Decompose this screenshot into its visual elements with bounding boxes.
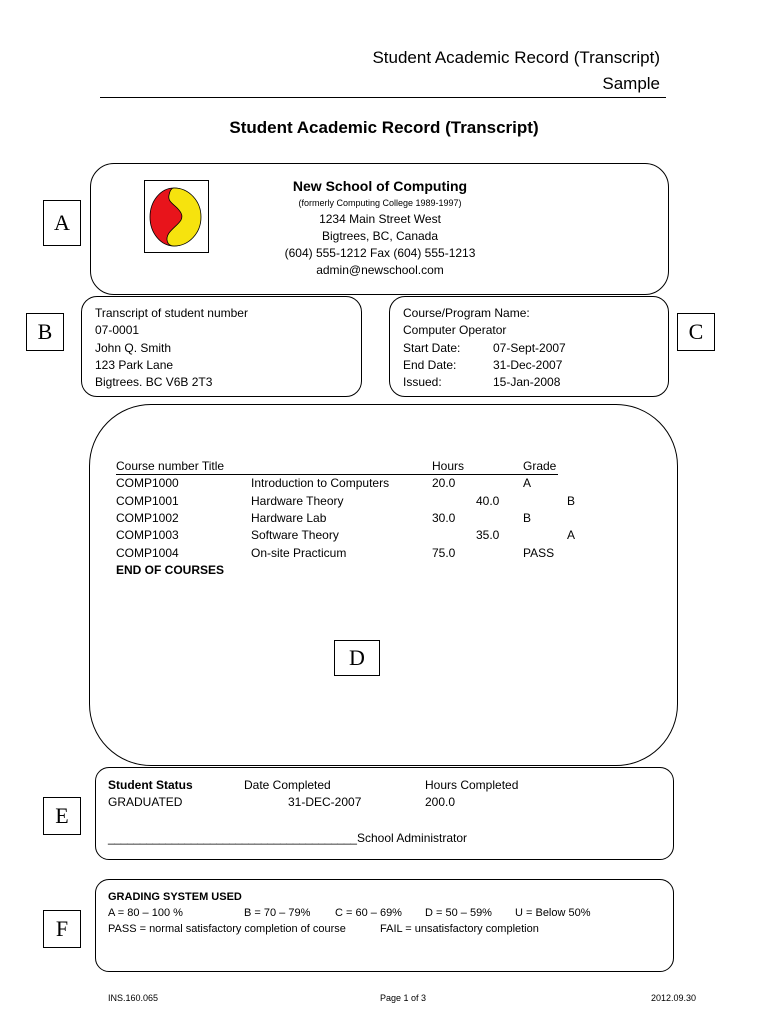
grade-c-range: C = 60 – 69%: [335, 907, 402, 919]
hours-completed: 200.0: [425, 795, 456, 809]
signature-label: School Administrator: [357, 831, 468, 845]
course-title: Introduction to Computers: [251, 476, 390, 491]
course-row: [116, 510, 586, 527]
section-label-d: D: [334, 640, 380, 676]
footer-page-number: Page 1 of 3: [379, 993, 427, 1003]
end-date: 31-Dec-2007: [493, 357, 563, 372]
student-number: 07-0001: [95, 323, 140, 338]
course-title: On-site Practicum: [251, 545, 347, 560]
course-row: [116, 493, 586, 510]
footer-document-code: INS.160.065: [108, 993, 159, 1003]
grade-u-range: U = Below 50%: [515, 907, 591, 919]
school-city: Bigtrees, BC, Canada: [321, 229, 439, 243]
section-label-e: E: [43, 797, 81, 835]
grading-title: GRADING SYSTEM USED: [108, 891, 242, 903]
course-hours: 30.0: [432, 510, 456, 525]
date-completed-header: Date Completed: [244, 778, 331, 792]
student-name: John Q. Smith: [95, 340, 172, 355]
school-phone: (604) 555-1212 Fax (604) 555-1213: [284, 246, 476, 260]
school-logo: [144, 180, 209, 253]
grade-d-range: D = 50 – 59%: [425, 907, 492, 919]
program-name: Computer Operator: [403, 323, 507, 338]
course-title: Software Theory: [251, 528, 339, 543]
grade-fail-definition: FAIL = unsatisfactory completion: [380, 923, 539, 935]
course-title: Hardware Theory: [251, 493, 344, 508]
issued-date-label: Issued:: [403, 375, 442, 390]
course-row: [116, 545, 586, 562]
course-grade: B: [567, 493, 576, 508]
issued-date: 15-Jan-2008: [493, 375, 561, 390]
program-label: Course/Program Name:: [403, 306, 530, 320]
school-logo-emblem: [145, 181, 208, 252]
course-table: [116, 458, 586, 598]
start-date: 07-Sept-2007: [493, 340, 566, 355]
student-status-header: Student Status: [108, 778, 193, 792]
course-number-title-header: Course number Title: [116, 459, 225, 473]
school-email: admin@newschool.com: [316, 263, 444, 277]
section-label-c: C: [677, 313, 715, 351]
student-info: [95, 305, 248, 391]
student-number-label: Transcript of student number: [95, 306, 248, 320]
student-street: 123 Park Lane: [95, 357, 174, 372]
date-completed: 31-DEC-2007: [288, 795, 362, 809]
course-grade: PASS: [523, 545, 555, 560]
student-city: Bigtrees. BC V6B 2T3: [95, 375, 213, 390]
header-rule: [100, 97, 666, 98]
student-status: GRADUATED: [108, 795, 183, 809]
course-title: Hardware Lab: [251, 510, 327, 525]
course-number: COMP1001: [116, 493, 179, 508]
course-number: COMP1000: [116, 476, 179, 491]
grading-info: [108, 889, 608, 939]
course-number: COMP1004: [116, 545, 179, 560]
course-grade: A: [567, 528, 576, 543]
course-row: [116, 475, 586, 492]
status-info: [108, 777, 568, 852]
grade-header: Grade: [523, 459, 557, 473]
document-title: Student Academic Record (Transcript): [229, 118, 539, 137]
end-date-label: End Date:: [403, 357, 457, 372]
course-hours: 35.0: [476, 528, 500, 543]
course-hours: 75.0: [432, 545, 456, 560]
hours-completed-header: Hours Completed: [425, 778, 519, 792]
school-former-name: (formerly Computing College 1989-1997): [298, 198, 462, 208]
start-date-label: Start Date:: [403, 340, 461, 355]
header-subtitle: Sample: [602, 74, 660, 93]
course-number: COMP1003: [116, 528, 179, 543]
course-grade: A: [523, 476, 532, 491]
school-name: New School of Computing: [292, 178, 468, 194]
section-label-f: F: [43, 910, 81, 948]
course-table-header: [116, 458, 558, 475]
course-hours: 40.0: [476, 493, 500, 508]
program-info: [403, 305, 663, 395]
grade-pass-definition: PASS = normal satisfactory completion of course: [108, 923, 346, 935]
course-hours: 20.0: [432, 476, 456, 491]
signature-line: _______________________________________: [108, 831, 357, 845]
course-number: COMP1002: [116, 510, 179, 525]
grade-a-range: A = 80 – 100 %: [108, 907, 183, 919]
header-title: Student Academic Record (Transcript): [372, 48, 660, 67]
hours-header: Hours: [432, 459, 465, 473]
footer-date: 2012.09.30: [650, 993, 696, 1003]
section-label-a: A: [43, 200, 81, 246]
school-street: 1234 Main Street West: [319, 212, 441, 226]
end-of-courses: END OF COURSES: [116, 563, 225, 577]
grade-b-range: B = 70 – 79%: [244, 907, 311, 919]
course-row: [116, 527, 586, 544]
section-label-b: B: [26, 313, 64, 351]
course-grade: B: [523, 510, 532, 525]
